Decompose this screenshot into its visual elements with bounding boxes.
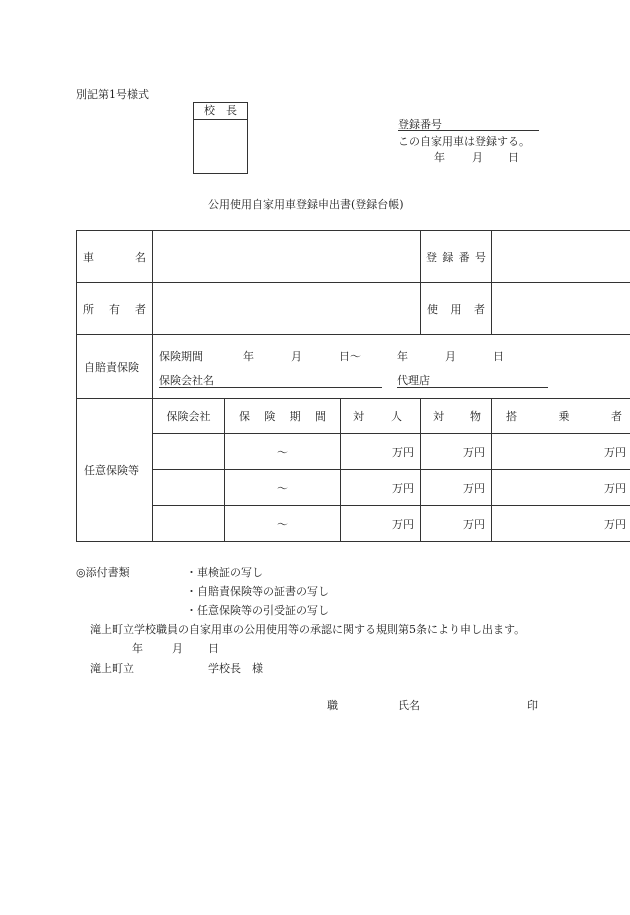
- registration-date-year: 年: [434, 151, 445, 164]
- addressee-school: 滝上町立: [90, 662, 134, 675]
- form-number: 別記第1号様式: [76, 88, 149, 101]
- property-damage-cell[interactable]: 万円: [421, 506, 492, 542]
- registration-date-month: 月: [472, 151, 483, 164]
- insurance-company-line: 保険会社名 代理店: [159, 370, 626, 388]
- period-cell[interactable]: 〜: [225, 470, 341, 506]
- reg-number-cell[interactable]: [492, 231, 630, 283]
- reg-number-label: 登 録 番 号: [421, 231, 492, 283]
- seal-label: 印: [527, 699, 538, 712]
- principal-stamp-label: 校 長: [194, 103, 247, 120]
- period-cell[interactable]: 〜: [225, 434, 341, 470]
- header-insurance-company: 保険会社: [153, 399, 225, 434]
- compulsory-insurance-label: 自賠責保険: [77, 335, 153, 399]
- signature-position-label: 職: [327, 699, 338, 712]
- bodily-injury-cell[interactable]: 万円: [341, 434, 421, 470]
- attachment-item: ・自賠責保険等の証書の写し: [186, 585, 329, 598]
- property-damage-cell[interactable]: 万円: [421, 470, 492, 506]
- header-property-damage: 対 物: [421, 399, 492, 434]
- owner-cell[interactable]: [153, 283, 421, 335]
- form-title: 公用使用自家用車登録申出書(登録台帳): [208, 198, 404, 211]
- period-cell[interactable]: 〜: [225, 506, 341, 542]
- passenger-cell[interactable]: 万円: [492, 470, 630, 506]
- registration-table: [76, 230, 630, 542]
- property-damage-cell[interactable]: 万円: [421, 434, 492, 470]
- header-insurance-period: 保 険 期 間: [225, 399, 341, 434]
- registration-statement: この自家用車は登録する。: [398, 135, 530, 148]
- insurance-company-cell[interactable]: [153, 434, 225, 470]
- car-name-cell[interactable]: [153, 231, 421, 283]
- table-row: [77, 470, 630, 506]
- bodily-injury-cell[interactable]: 万円: [341, 470, 421, 506]
- insurance-period-line: 保険期間 年 月 日〜 年 月 日: [159, 349, 504, 363]
- insurance-company-cell[interactable]: [153, 470, 225, 506]
- signature-name-label: 氏名: [398, 699, 420, 712]
- attachment-item: ・任意保険等の引受証の写し: [186, 604, 329, 617]
- owner-label: 所 有 者: [77, 283, 153, 335]
- registration-number-label: 登録番号: [398, 118, 442, 131]
- principal-stamp-box: [193, 102, 248, 174]
- apply-date-day: 日: [208, 642, 219, 655]
- voluntary-insurance-label: 任意保険等: [77, 399, 153, 542]
- user-label: 使 用 者: [421, 283, 492, 335]
- apply-date-month: 月: [172, 642, 183, 655]
- header-passenger: 搭 乗 者: [492, 399, 630, 434]
- car-name-label: 車 名: [77, 231, 153, 283]
- addressee-principal: 学校長 様: [208, 662, 263, 675]
- table-row: [77, 506, 630, 542]
- passenger-cell[interactable]: 万円: [492, 506, 630, 542]
- registration-number-field[interactable]: [398, 116, 539, 131]
- declaration-text: 滝上町立学校職員の自家用車の公用使用等の承認に関する規則第5条により申し出ます。: [90, 623, 526, 636]
- header-bodily-injury: 対 人: [341, 399, 421, 434]
- attachments-label: ◎添付書類: [76, 566, 130, 579]
- bodily-injury-cell[interactable]: 万円: [341, 506, 421, 542]
- table-row: [77, 434, 630, 470]
- attachment-item: ・車検証の写し: [186, 566, 263, 579]
- apply-date-year: 年: [132, 642, 143, 655]
- registration-date-day: 日: [508, 151, 519, 164]
- user-cell[interactable]: [492, 283, 630, 335]
- compulsory-insurance-cell[interactable]: [153, 335, 630, 399]
- passenger-cell[interactable]: 万円: [492, 434, 630, 470]
- insurance-company-cell[interactable]: [153, 506, 225, 542]
